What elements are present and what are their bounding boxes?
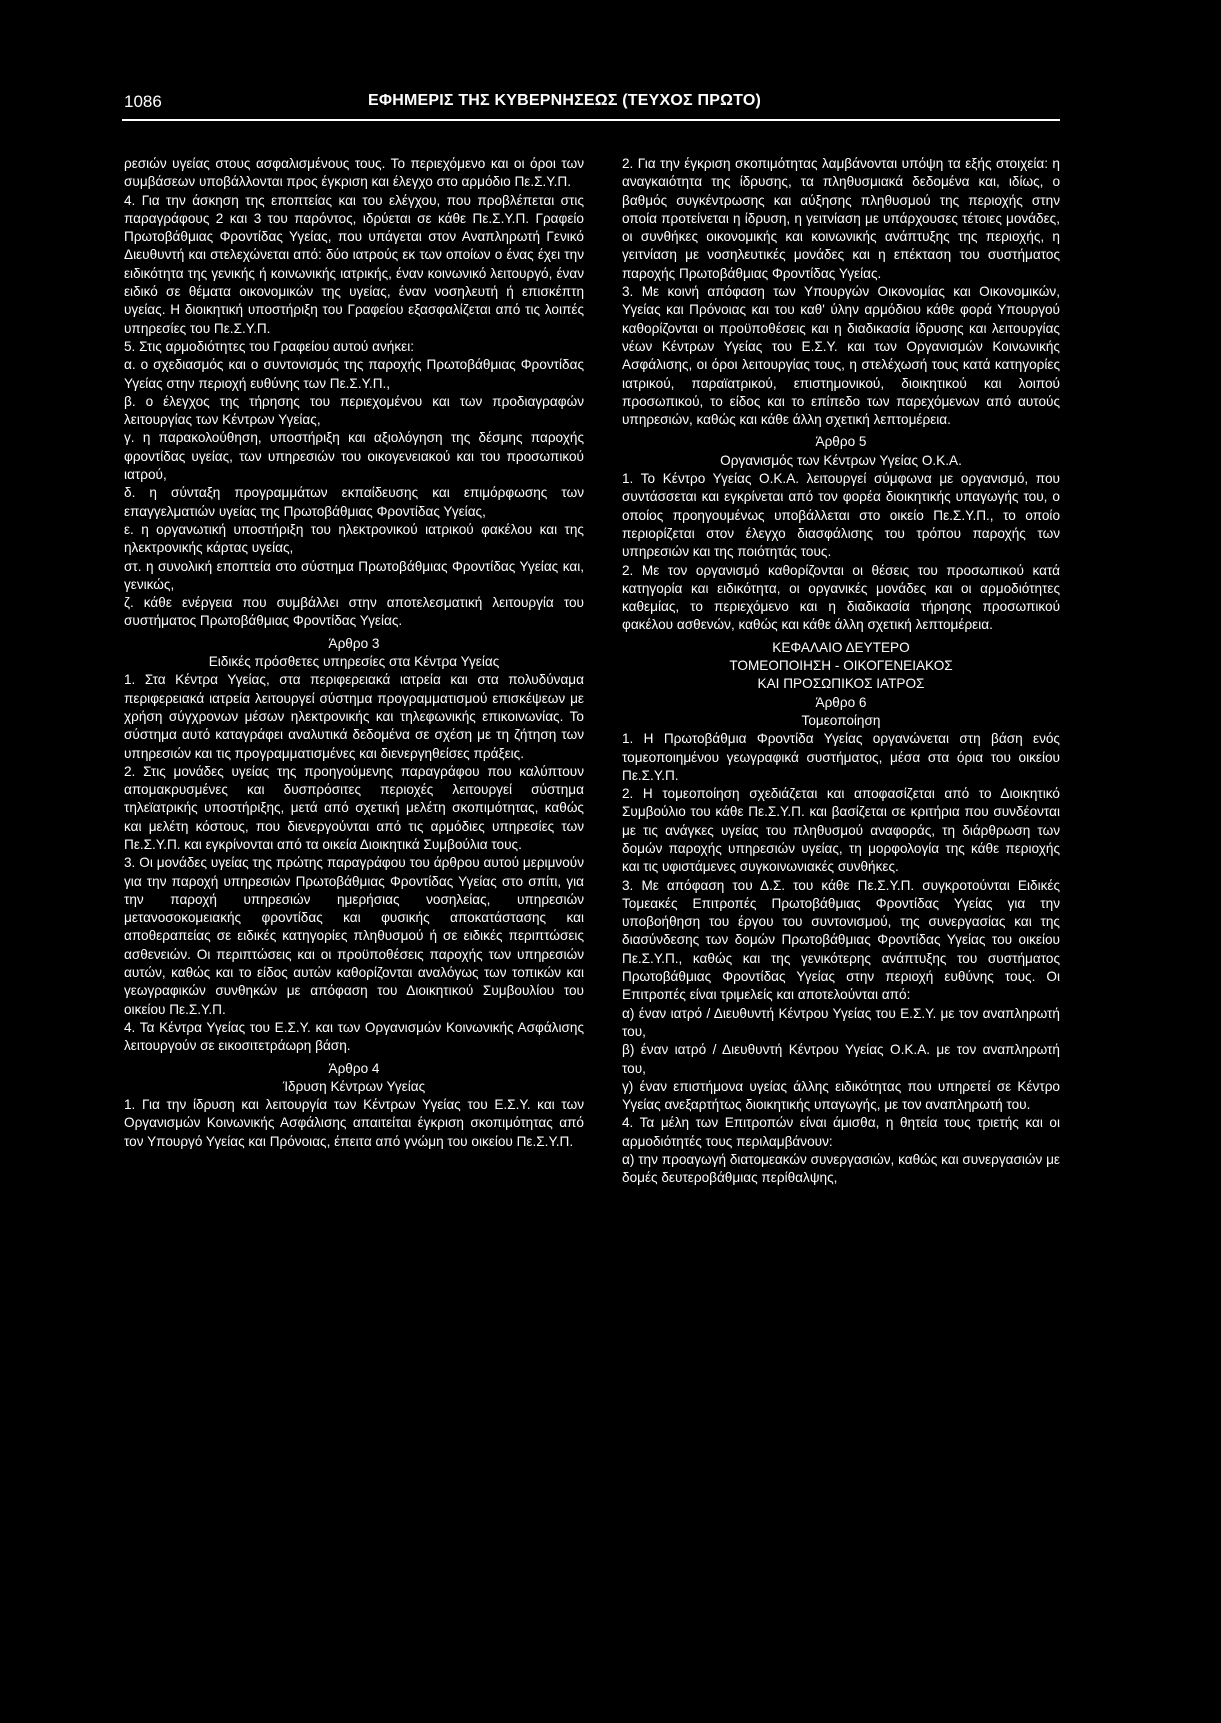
- paragraph: γ. η παρακολούθηση, υποστήριξη και αξιολόγηση της δέσμης παροχής φροντίδας υγείας, των υπηρεσιών του οικογενειακού και του προσωπικού ιατρού,: [124, 430, 584, 483]
- section-heading: Ίδρυση Κέντρων Υγείας: [282, 1078, 426, 1094]
- paragraph: α. ο σχεδιασμός και ο συντονισμός της παροχής Πρωτοβάθμιας Φροντίδας Υγείας στην περιοχή ευθύνης των Πε.Σ.Υ.Π.,: [124, 357, 584, 391]
- paragraph: 2. Στις μονάδες υγείας της προηγούμενης παραγράφου που καλύπτουν απομακρυσμένες και δυσπρόσιτες περιοχές λειτουργεί σύστημα τηλεϊατρικής υποστήριξης, μετά από σχετική μελέτη σκοπιμότητας, καθώς και μελέτη κόστους, που διενεργούνται από τις αρμόδιες υπηρεσίες των Πε.Σ.Υ.Π. και εγκρίνονται από τα οικεία Διοικητικά Συμβούλια τους.: [124, 763, 584, 852]
- page-number: 1086: [124, 92, 162, 111]
- paragraph: 2. Με τον οργανισμό καθορίζονται οι θέσεις του προσωπικού κατά κατηγορία και ειδικότητα, οι οργανικές μονάδες και οι αρμοδιότητες καθεμίας, το περιεχόμενο και η διαδικασία τήρησης προσωπικού φακέλου ασθενών, καθώς και κάθε άλλη σχετική λεπτομέρεια.: [622, 562, 1060, 633]
- page-header: [124, 92, 1057, 118]
- section-heading: ΚΑΙ ΠΡΟΣΩΠΙΚΟΣ ΙΑΤΡΟΣ: [757, 676, 925, 692]
- paragraph: 1. Το Κέντρο Υγείας Ο.Κ.Α. λειτουργεί σύμφωνα με οργανισμό, που συντάσσεται και εγκρίνεται από τον φορέα διοικητικής υπαγωγής του, ο οποίος προηγουμένως υποβάλλεται στο οικείο Πε.Σ.Υ.Π., το οποίο περιορίζεται στον έλεγχο διασφάλισης του τρόπου παροχής των υπηρεσιών και της ποιότητάς τους.: [622, 471, 1060, 560]
- section-heading: Άρθρο 6: [815, 694, 867, 710]
- paragraph: 2. Η τομεοποίηση σχεδιάζεται και αποφασίζεται από το Διοικητικό Συμβούλιο του κάθε Πε.Σ.Υ.Π. και βασίζεται σε κριτήρια που συνδέονται με τις ανάγκες υγείας του πληθυσμού αναφοράς, τη διάρθρωση των δομών παροχής υπηρεσιών υγείας, τη μορφολογία της κάθε περιοχής και τις υφιστάμενες συγκοινωνιακές συνθήκες.: [622, 786, 1060, 875]
- paragraph: γ) έναν επιστήμονα υγείας άλλης ειδικότητας που υπηρετεί σε Κέντρο Υγείας ανεξαρτήτως διοικητικής υπαγωγής, με τον αναπληρωτή του.: [622, 1078, 1060, 1113]
- paragraph: δ. η σύνταξη προγραμμάτων εκπαίδευσης και επιμόρφωσης των επαγγελματιών υγείας της Πρωτοβάθμιας Φροντίδας Υγείας,: [124, 485, 584, 519]
- section-heading: Άρθρο 4: [328, 1060, 380, 1076]
- header-rule: [122, 119, 1060, 121]
- section-heading: ΚΕΦΑΛΑΙΟ ΔΕΥΤΕΡΟ: [772, 639, 910, 655]
- paragraph: α) την προαγωγή διατομεακών συνεργασιών, καθώς και συνεργασιών με δομές δευτεροβάθμιας περίθαλψης,: [622, 1152, 1060, 1186]
- paragraph: 3. Με απόφαση του Δ.Σ. του κάθε Πε.Σ.Υ.Π. συγκροτούνται Ειδικές Τομεακές Επιτροπές Πρωτοβάθμιας Φροντίδας Υγείας για την υποβοήθηση του έργου του συντονισμού, της συνεργασίας και της διασύνδεσης των δομών Πρωτοβάθμιας Φροντίδας Υγείας του οικείου Πε.Σ.Υ.Π., καθώς και της γενικότερης ανάπτυξης του συστήματος Πρωτοβάθμιας Φροντίδας Υγείας στην περιοχή ευθύνης τους. Οι Επιτροπές είναι τριμελείς και αποτελούνται από:: [622, 877, 1060, 1003]
- paragraph: 1. Στα Κέντρα Υγείας, στα περιφερειακά ιατρεία και στα πολυδύναμα περιφερειακά ιατρεία λειτουργεί σύστημα προγραμματισμού επισκέψεων με χρήση σύγχρονων μέσων ηλεκτρονικής και τηλεφωνικής επικοινωνίας. Το σύστημα αυτό καταγράφει αναλυτικά δεδομένα σε σχέση με τη ζήτηση των υπηρεσιών και τις προγραμματισμένες και διενεργηθείσες πράξεις.: [124, 672, 584, 761]
- paragraph: α) έναν ιατρό / Διευθυντή Κέντρου Υγείας του Ε.Σ.Υ. με τον αναπληρωτή του,: [622, 1005, 1060, 1039]
- paragraph: 2. Για την έγκριση σκοπιμότητας λαμβάνονται υπόψη τα εξής στοιχεία: η αναγκαιότητα της ίδρυσης, τα πληθυσμιακά δεδομένα και, ιδίως, ο βαθμός συγκέντρωσης και αύξησης πληθυσμού της περιοχής στην οποία προτείνεται η ίδρυση, η γειτνίαση με υπάρχουσες τέτοιες μονάδες, οι συνθήκες οικονομικής και κοινωνικής ανάπτυξης της περιοχής, η γειτνίαση με νοσηλευτικές μονάδες και η επέκταση του συστήματος παροχής Πρωτοβάθμιας Φροντίδας Υγείας.: [622, 156, 1060, 281]
- paragraph: ρεσιών υγείας στους ασφαλισμένους τους. Το περιεχόμενο και οι όροι των συμβάσεων υποβάλλονται προς έγκριση και έλεγχο στο αρμόδιο Πε.Σ.Υ.Π.: [124, 156, 584, 190]
- section-heading: Τομεοποίηση: [801, 712, 881, 728]
- section-heading: Άρθρο 5: [815, 434, 867, 450]
- left-column: [124, 155, 584, 1151]
- section-heading: ΤΟΜΕΟΠΟΙΗΣΗ - ΟΙΚΟΓΕΝΕΙΑΚΟΣ: [729, 658, 953, 674]
- paragraph: ε. η οργανωτική υποστήριξη του ηλεκτρονικού ιατρικού φακέλου και της ηλεκτρονικής κάρτας υγείας,: [124, 521, 584, 556]
- section-heading: Άρθρο 3: [328, 635, 380, 651]
- paragraph: στ. η συνολική εποπτεία στο σύστημα Πρωτοβάθμιας Φροντίδας Υγείας και, γενικώς,: [124, 558, 584, 592]
- paragraph: 5. Στις αρμοδιότητες του Γραφείου αυτού ανήκει:: [124, 338, 415, 354]
- paragraph: β) έναν ιατρό / Διευθυντή Κέντρου Υγείας Ο.Κ.Α. με τον αναπληρωτή του,: [622, 1042, 1060, 1076]
- paragraph: 4. Τα μέλη των Επιτροπών είναι άμισθα, η θητεία τους τριετής και οι αρμοδιότητές τους περιλαμβάνουν:: [622, 1115, 1060, 1149]
- paragraph: 1. Για την ίδρυση και λειτουργία των Κέντρων Υγείας του Ε.Σ.Υ. και των Οργανισμών Κοινωνικής Ασφάλισης απαιτείται έγκριση σκοπιμότητας από τον Υπουργό Υγείας και Πρόνοιας, έπειτα από γνώμη του οικείου Πε.Σ.Υ.Π.: [124, 1097, 584, 1149]
- paragraph: 1. Η Πρωτοβάθμια Φροντίδα Υγείας οργανώνεται στη βάση ενός τομεοποιημένου γεωγραφικά συστήματος, μέσα στα όρια του οικείου Πε.Σ.Υ.Π.: [622, 731, 1060, 783]
- paragraph: β. ο έλεγχος της τήρησης του περιεχομένου και των προδιαγραφών λειτουργίας των Κέντρων Υγείας,: [124, 393, 584, 428]
- section-heading: Ειδικές πρόσθετες υπηρεσίες στα Κέντρα Υγείας: [208, 654, 500, 670]
- section-heading: Οργανισμός των Κέντρων Υγείας Ο.Κ.Α.: [720, 452, 962, 468]
- paragraph: 4. Τα Κέντρα Υγείας του Ε.Σ.Υ. και των Οργανισμών Κοινωνικής Ασφάλισης λειτουργούν σε εικοσιτετράωρη βάση.: [124, 1019, 584, 1054]
- paragraph: 3. Με κοινή απόφαση των Υπουργών Οικονομίας και Οικονομικών, Υγείας και Πρόνοιας και του καθ' ύλην αρμόδιου κάθε φορά Υπουργού καθορίζονται οι προϋποθέσεις και η διαδικασία ίδρυσης και λειτουργίας νέων Κέντρων Υγείας του Ε.Σ.Υ. και των Οργανισμών Κοινωνικής Ασφάλισης, οι όροι λειτουργίας τους, η στελέχωσή τους κατά κατηγορίες ιατρικού, παραϊατρικού, επιστημονικού, διοικητικού και λοιπού προσωπικού, το είδος και το επίπεδο των παρεχόμενων από αυτούς υπηρεσιών, καθώς και κάθε άλλη σχετική λεπτομέρεια.: [622, 284, 1060, 428]
- paragraph: 3. Οι μονάδες υγείας της πρώτης παραγράφου του άρθρου αυτού μεριμνούν για την παροχή υπηρεσιών Πρωτοβάθμιας Φροντίδας Υγείας στο σπίτι, για την παροχή υπηρεσιών ημερήσιας νοσηλείας, υπηρεσιών μετανοσοκομειακής φροντίδας και φυσικής αποκατάστασης και αποθεραπείας σε ειδικές κατηγορίες πληθυσμού ή σε ειδικές περιπτώσεις ασθενειών. Οι περιπτώσεις και οι προϋποθέσεις παροχής των υπηρεσιών αυτών, καθώς και το είδος αυτών καθορίζονται αναλόγως των τοπικών και γεωγραφικών συνθηκών με απόφαση του Διοικητικού Συμβουλίου του οικείου Πε.Σ.Υ.Π.: [124, 855, 584, 1017]
- paragraph: ζ. κάθε ενέργεια που συμβάλλει στην αποτελεσματική λειτουργία του συστήματος Πρωτοβάθμιας Φροντίδας Υγείας.: [124, 595, 584, 629]
- right-column: [622, 155, 1060, 1188]
- gazette-title: ΕΦΗΜΕΡΙΣ ΤΗΣ ΚΥΒΕΡΝΗΣΕΩΣ (ΤΕΥΧΟΣ ΠΡΩΤΟ): [368, 92, 762, 109]
- paragraph: 4. Για την άσκηση της εποπτείας και του ελέγχου, που προβλέπεται στις παραγράφους 2 και 3 του παρόντος, ιδρύεται σε κάθε Πε.Σ.Υ.Π. Γραφείο Πρωτοβάθμιας Φροντίδας Υγείας, που υπάγεται στον Αναπληρωτή Γενικό Διευθυντή και στελεχώνεται από: δύο ιατρούς εκ των οποίων ο ένας έχει την ειδικότητα της γενικής ή κοινωνικής ιατρικής, έναν κοινωνικό λειτουργό, έναν ειδικό σε θέματα οικονομικών της υγείας, έναν νοσηλευτή ή επισκέπτη υγείας. Η διοικητική υποστήριξη του Γραφείου εξασφαλίζεται από τις λοιπές υπηρεσίες του Πε.Σ.Υ.Π.: [124, 192, 584, 336]
